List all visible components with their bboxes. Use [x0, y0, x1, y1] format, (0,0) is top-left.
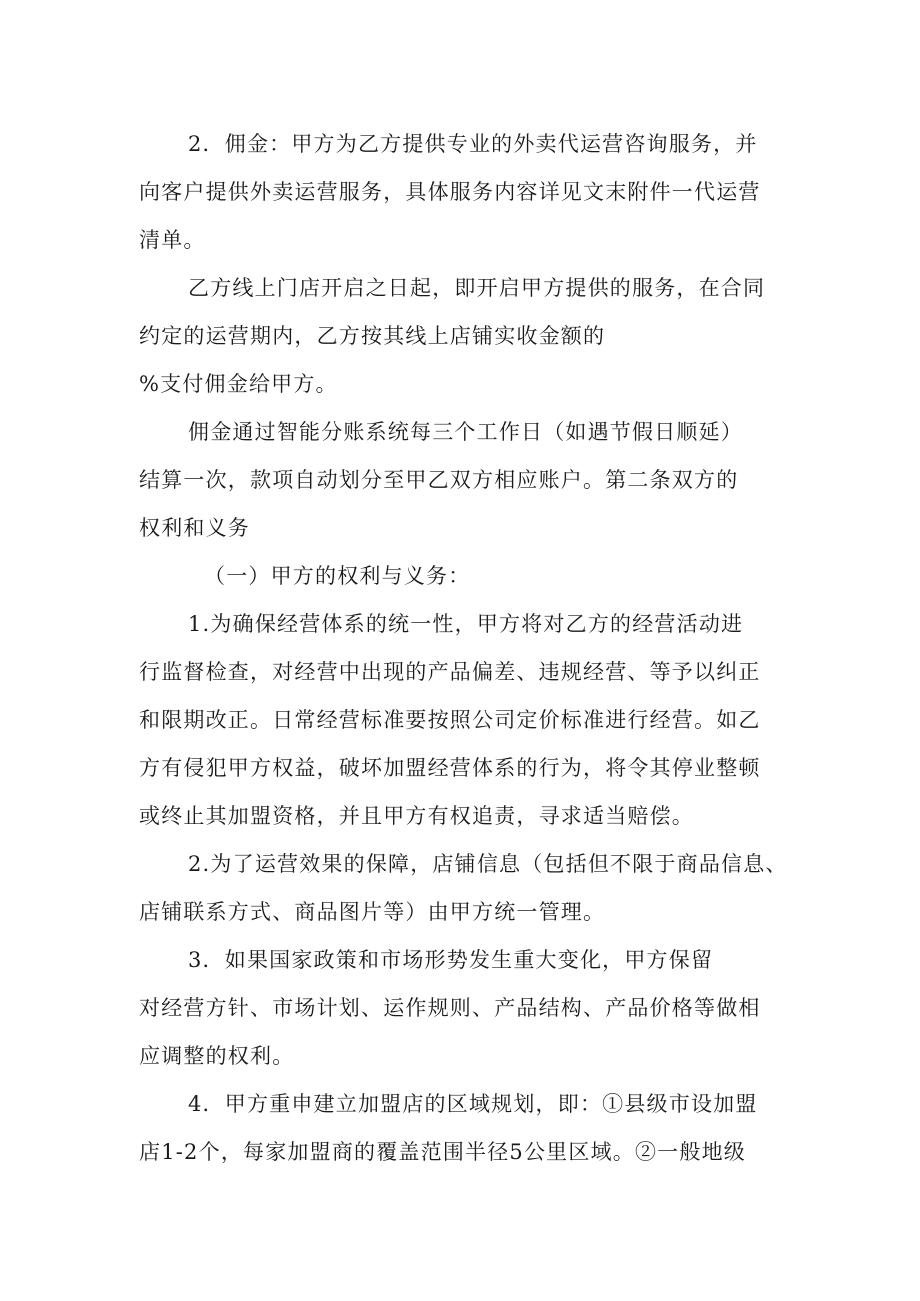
text-line: 行监督检查，对经营中出现的产品偏差、违规经营、等予以纠正	[139, 660, 761, 684]
text-line: 权利和义务	[139, 516, 250, 540]
text-line: 2.为了运营效果的保障，店铺信息（包括但不限于商品信息、	[188, 852, 788, 876]
text-line: 乙方线上门店开启之日起，即开启甲方提供的服务，在合同	[188, 276, 766, 300]
section-heading: （一）甲方的权利与义务：	[204, 564, 471, 588]
text-line: 店铺联系方式、商品图片等）由甲方统一管理。	[139, 900, 606, 924]
text-line: 方有侵犯甲方权益，破坏加盟经营体系的行为，将令其停业整顿	[139, 756, 761, 780]
text-line: 1.为确保经营体系的统一性，甲方将对乙方的经营活动进	[188, 612, 744, 636]
text-line: 向客户提供外卖运营服务，具体服务内容详见文末附件一代运营	[139, 180, 761, 204]
text-line: 3．如果国家政策和市场形势发生重大变化，甲方保留	[188, 948, 714, 972]
text-line: 约定的运营期内，乙方按其线上店铺实收金额的	[139, 324, 606, 348]
text-line: 应调整的权利。	[139, 1044, 295, 1068]
text-line: 4．甲方重申建立加盟店的区域规划，即：①县级市设加盟	[188, 1092, 758, 1116]
text-line: 佣金通过智能分账系统每三个工作日（如遇节假日顺延）	[188, 420, 743, 444]
text-line: 对经营方针、市场计划、运作规则、产品结构、产品价格等做相	[139, 996, 761, 1020]
text-line: 清单。	[139, 228, 206, 252]
text-line: 或终止其加盟资格，并且甲方有权追责，寻求适当赔偿。	[139, 804, 694, 828]
text-line: 2．佣金：甲方为乙方提供专业的外卖代运营咨询服务，并	[188, 132, 758, 156]
text-line: 店1-2个，每家加盟商的覆盖范围半径5公里区域。②一般地级	[139, 1140, 746, 1164]
text-line: 结算一次，款项自动划分至甲乙双方相应账户。第二条双方的	[139, 468, 739, 492]
text-line: %支付佣金给甲方。	[139, 372, 338, 396]
text-line: 和限期改正。日常经营标准要按照公司定价标准进行经营。如乙	[139, 708, 761, 732]
